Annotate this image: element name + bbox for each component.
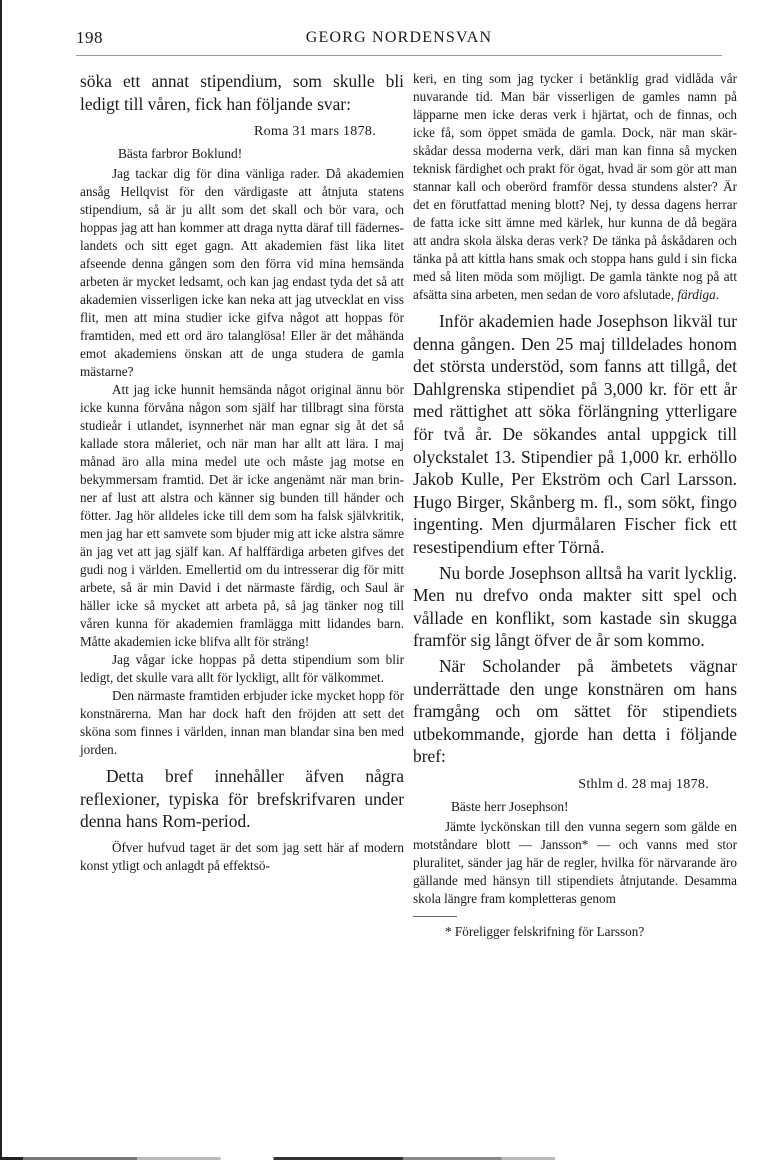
footnote: * Föreligger felskrifning för Larsson?	[445, 923, 645, 939]
emphasized-word: färdiga	[677, 287, 716, 302]
narrative-paragraph: Inför akademien hade Josephson likväl tur denna gången. Den 25 maj tilldelades honom det största understöd, som fanns att tillgå, det Dahlgrenska stipendiet på 3,000 kr. för ett år med rättighet att söka förlängning ytterligare för två år. De sökandes antal uppgick till olyckstalet 13. Stipendier på 1,000 kr. erhöllo Jakob Kulle, Per Ekström och Carl Larsson. Hugo Birger, Skånberg m. fl., som sökt, fingo ingenting. Men djurmålaren Fischer fick ett resestipendium efter Törnå.	[413, 311, 737, 557]
letter2-paragraph: Jämte lyckönskan till den vunna segern som gälde en motståndare blott — Jansson* — och vanns med stor pluralitet, sänder jag här de regler, hvilka för närvarande äro gällande med hänsyn till stipendiets åtnjutande. Desamma skola längre fram kompletteras genom	[413, 818, 737, 906]
right-column	[413, 70, 737, 941]
running-head	[76, 28, 722, 52]
letter1-paragraph: Den närmaste framtiden erbjuder icke mycket hopp för konstnärerna. Man har dock haft den fröjden att sett det sköna som finnes i världen, innan man blandar sina ben med jorden.	[80, 688, 404, 758]
letter-continuation	[413, 70, 737, 304]
footnote-rule	[413, 916, 457, 917]
narrative-paragraph: När Scholander på ämbetets vägnar underrättade den unge konstnären om hans framgång och om sättet för stipendiets utbekommande, gjorde han detta i följande bref:	[413, 655, 737, 767]
letter-continuation-text: keri, en ting som jag tycker i betänklig grad vidlåda vår nuvarande tid. Man bär visserligen de gamles namn på läpparne men icke deras verk i hjärtat, och de finnas, och icke få, som öppet smäda de gamla. Dock, när man skärskådar dessa moderna verk, däri man kan finna så mycken teknisk färdighet och prakt för ögat, hvad är som gör att man stannar kall och oberörd framför dessa stundens alster? Är det en förutfattad mening blott? Nej, ty dessa dagens herrar de fatta icke sitt ämne med kärlek, hur kunna de då begära att andra skola älska deras verk? De tänka på åskådaren och tänka på att kittla hans smak och stoppa hans guld i sin ficka med så liten möda som möjligt. De gamla tänkte nog på att afsätta sina arbeten, men sedan de voro afslutade,	[413, 71, 737, 302]
letter-continuation-end: .	[715, 287, 720, 302]
narrative-paragraph: Nu borde Josephson alltså ha varit lycklig. Men nu drefvo onda makter sitt spel och vållade en konflikt, som kastade sin skugga framför sig långt öfver de år som kommo.	[413, 562, 737, 651]
left-column	[80, 70, 404, 875]
letter1-dateline: Roma 31 mars 1878.	[253, 124, 376, 140]
letter-continuation-start: Öfver hufvud taget är det som jag sett här af modern konst ytligt och anlagdt på effektsö-	[80, 839, 404, 873]
letter2-dateline: Sthlm d. 28 maj 1878.	[578, 776, 709, 792]
running-title: GEORG NORDENSVAN	[305, 29, 493, 46]
header-rule	[76, 55, 722, 56]
intro-paragraph: söka ett annat stipendium, som skulle bli ledigt till våren, fick han följande svar:	[80, 71, 404, 114]
scan-edge-left	[0, 0, 2, 1160]
letter2-salutation: Bäste herr Josephson!	[451, 798, 569, 814]
commentary-paragraph: Detta bref innehåller äfven några reflexioner, typiska för brefskrifvaren under denna hans Rom-period.	[80, 766, 404, 832]
page-number: 198	[76, 28, 103, 47]
letter1-paragraph: Jag tackar dig för dina vänliga rader. Då akademien ansåg Hellqvist för den värdigaste att åtnjuta statens stipendium, så är ju allt som det skall och bör vara, och hoppas jag att han kommer att draga nytta däraf till fäderneslandets och sitt eget gagn. Att akademien fäst lika litet afseende denna gången som den förra vid mina hemsända arbeten är mycket ledsamt, och kan jag endast tyda det så att akademien visserligen icke kan neka att jag utvecklat en viss flit, men att mina studier icke gifva något att hoppas för framtiden, med ett ord äro talanglösa! Eller är det måhända emot akademiens önskan att de unga studera de gamla mästarne?	[80, 166, 404, 380]
letter1-paragraph: Att jag icke hunnit hemsända något original ännu bör icke kunna förvåna någon som själf har tillbragt sina första studieår i utlandet, isynnerhet när man egnar sig åt det så kallade stora måleriet, och när man har allt att lära. I maj månad äro alla mina medel ute och måste jag motse en bekymmersam framtid. Det är icke angenämt när man brinner af lust att alstra och känner sig bunden till händer och fötter. Jag hör alldeles icke till dem som ha falsk självkritik, men jag har ett samvete som bjuder mig att icke alstra sämre än jag vet att jag själf kan. Af halffärdiga arbeten gifves det gudi nog i världen. Emellertid om du intresserar dig för mitt arbete, så är min David i det närmaste färdig, och Saul är häller icke så mycket att arbeta på, så jag tänker nog till våren kunna för akademien framlägga mitt lidandes barn. Måtte akademien icke blifva allt för sträng!	[80, 382, 404, 650]
letter1-paragraph: Jag vågar icke hoppas på detta stipendium som blir ledigt, det skulle vara allt för lyckligt, allt för välkommet.	[80, 652, 404, 686]
letter1-salutation: Bästa farbror Boklund!	[118, 146, 243, 162]
